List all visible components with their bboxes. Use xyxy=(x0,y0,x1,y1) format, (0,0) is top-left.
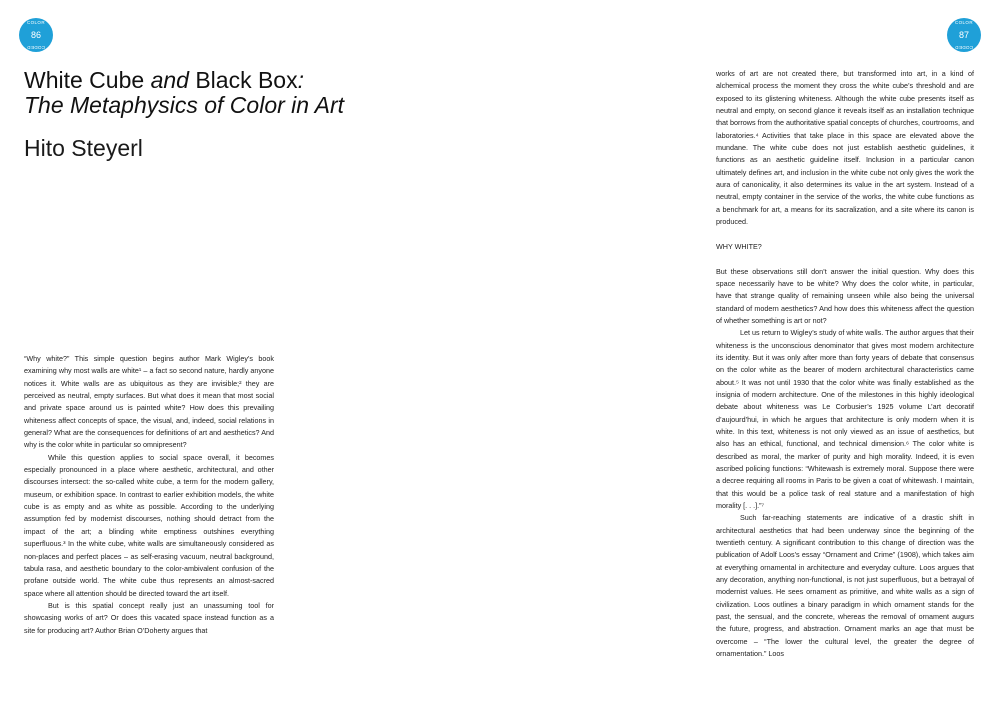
title-part-2: and xyxy=(150,67,189,93)
left-paragraph-2: While this question applies to social space overall, it becomes especially pronounced in a place where aesthetic, architectural, and other discourses intersect: the so-called white cube, a term for the modern gallery, museum, or exhibition space. In contrast to earlier exhibition models, the white cube is as empty and as white as possible. According to the underlying assumption fed by modernist discourses, nothing should detract from the impact of the art; a blinding white emptiness outshines everything superfluous.³ In the white cube, white walls are simultaneously considered as non-places and perfect places – as self-erasing vacuum, neutral background, tabula rasa, and aesthetic boundary to the color-ambivalent confusion of the profane outside world. The white cube thus represents an almost-sacred space where all attention should be directed toward the art itself. xyxy=(24,452,274,598)
title-subtitle: The Metaphysics of Color in Art xyxy=(24,92,344,118)
article-title xyxy=(24,68,344,118)
badge-word-top: COLOR xyxy=(954,20,973,25)
right-paragraph-2: Let us return to Wigley’s study of white walls. The author argues that their whiteness is the unconscious denominator that gives most modern architecture its identity. But it was only after more than forty years of debate that consensus on the color white as the bearer of modern architectural characteristics came about.⁵ It was not until 1930 that the color white was finally established as the insignia of modern architecture. One of the milestones in this highly ideological debate about whiteness was Le Corbusier’s 1925 volume L’art decoratif d’aujourd’hui, in which he argues that architecture is only modern when it is white. In this text, whiteness is not only viewed as an issue of aesthetics, but also has an ethical, functional, and technical dimension.⁶ The color white is described as moral, the marker of purity and high morality. Indeed, it is even ascribed policing functions: “Whitewash is extremely moral. Suppose there were a decree requiring all rooms in Paris to be given a coat of whitewash. I maintain, that this would be a police task of real stature and a manifestation of high morality [. . .].”⁷ xyxy=(716,328,974,511)
author-name: Hito Steyerl xyxy=(24,135,143,161)
right-body-column xyxy=(716,68,974,661)
section-heading: WHY WHITE? xyxy=(716,241,762,251)
left-paragraph-3: But is this spatial concept really just an unassuming tool for showcasing works of art? Or does this vacated space instead function as a site for producing art? Author Brian O’Doherty argues that xyxy=(24,600,274,635)
title-part-3: Black Box xyxy=(188,67,298,93)
page-number-badge-right xyxy=(947,18,981,52)
badge-word-bottom: CODED xyxy=(954,45,974,50)
title-block xyxy=(24,68,344,161)
right-paragraph-3: Such far-reaching statements are indicative of a drastic shift in architectural aesthetics that had been underway since the beginning of the twentieth century. A significant contribution to this change of direction was the publication of Adolf Loos’s essay “Ornament and Crime” (1908), which takes aim at everything ornamental in architecture and everyday culture. Loos argues that any decoration, anything non-functional, is not just superfluous, but a betrayal of modernist values. He sees ornament as primitive, and white walls as a sign of civilization. Loos outlines a binary paradigm in which ornament stands for the past, the sensual, and the concrete, whereas the removal of ornament augurs the future, progress, and abstraction. Ornament marks an age that must be overcome – “The lower the cultural level, the greater the degree of ornamentation.” Loos xyxy=(716,513,974,659)
page-number-right: 87 xyxy=(958,30,969,40)
left-paragraph-1: “Why white?” This simple question begins author Mark Wigley’s book examining why most walls are white¹ – a fact so second nature, hardly anyone notices it. White walls are as ubiquitous as they are invisible;² they are perceived as neutral, empty surfaces. But what does it mean that most social and private space around us is painted white? How does this prevailing whiteness affect concepts of space, the visual, and, indeed, social relations in general? What are the consequences for definitions of art and aesthetics? And why is the color white in particular so omnipresent? xyxy=(24,354,274,450)
title-part-1: White Cube xyxy=(24,67,151,93)
badge-word-bottom: CODED xyxy=(26,45,46,50)
page-number-left: 86 xyxy=(30,30,41,40)
title-part-4: : xyxy=(297,67,304,93)
left-body-column xyxy=(24,353,274,637)
badge-word-top: COLOR xyxy=(26,20,45,25)
right-page xyxy=(500,0,1000,707)
right-paragraph-intro: works of art are not created there, but transformed into art, in a kind of alchemical process the moment they cross the white cube’s threshold and are exposed to its glistening whiteness. Although the white cube presents itself as neutral and empty, on second glance it reveals itself as an installation technique that borrows from the authoritative spatial concepts of churches, courtrooms, and laboratories.⁴ Activities that take place in this space are elevated above the mundane. The white cube does not just establish aesthetic guidelines, it functions as an aesthetic guideline itself. Inclusion in a particular canon ultimately defines art, and inclusion in the white cube not only gives the work the aura of canonicality, it also determines its value in the art system. Instead of a neutral, empty container in the service of the works, the white cube functions as a benchmark for art, a means for its sacralization, and a site where its canon is produced. xyxy=(716,69,974,227)
right-paragraph-1: But these observations still don’t answer the initial question. Why does this space necessarily have to be white? Why does the color white, in particular, have that strange quality of remaining unseen while also being the universal standard of modern aesthetics? And how does this whiteness affect the question of whether something is art or not? xyxy=(716,266,974,325)
page-number-badge-left xyxy=(19,18,53,52)
